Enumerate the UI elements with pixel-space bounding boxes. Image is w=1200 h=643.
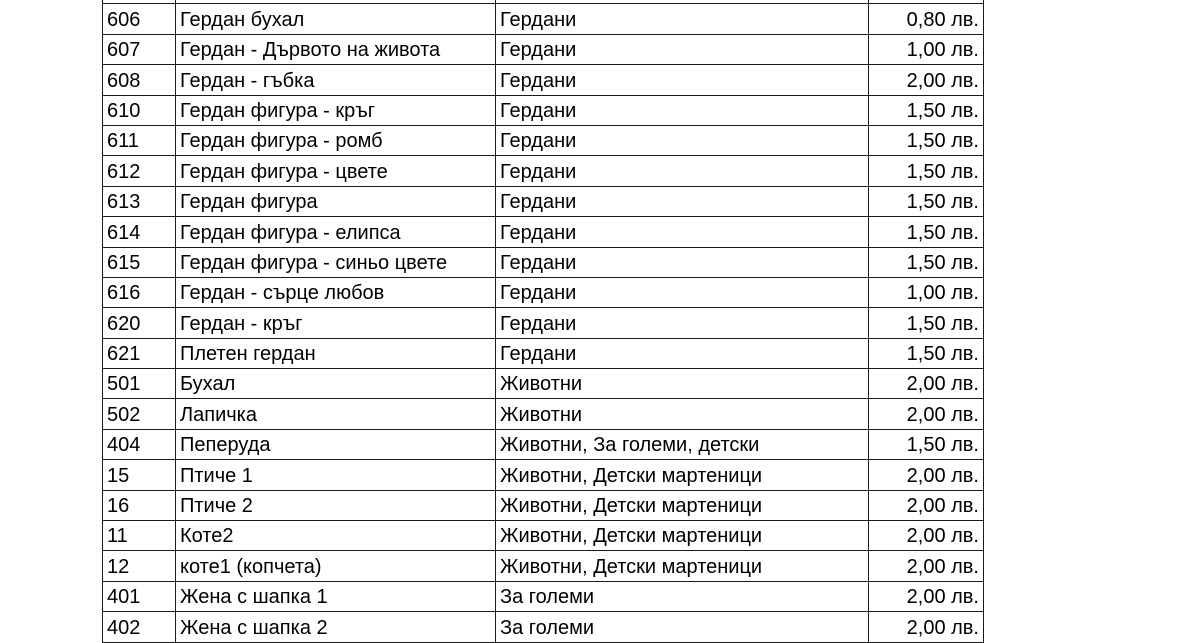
product-name-cell: Жена с шапка 2 bbox=[176, 612, 496, 642]
category-cell: Гердани bbox=[496, 156, 869, 186]
product-name-cell: Гердан фигура bbox=[176, 186, 496, 216]
category-cell: Гердани bbox=[496, 95, 869, 125]
product-name-cell: Птиче 2 bbox=[176, 490, 496, 520]
category-cell: За големи bbox=[496, 581, 869, 611]
table-row bbox=[103, 399, 984, 429]
price-cell: 1,50 лв. bbox=[869, 125, 984, 155]
product-code-cell: 12 bbox=[103, 551, 176, 581]
price-cell: 2,00 лв. bbox=[869, 490, 984, 520]
table-row bbox=[103, 490, 984, 520]
price-cell: 1,00 лв. bbox=[869, 277, 984, 307]
table-row bbox=[103, 551, 984, 581]
table-row bbox=[103, 65, 984, 95]
table-row bbox=[103, 186, 984, 216]
price-cell: 2,00 лв. bbox=[869, 581, 984, 611]
category-cell: Животни, За големи, детски bbox=[496, 429, 869, 459]
product-name-cell: Бухал bbox=[176, 369, 496, 399]
product-name-cell: Гердан - сърце любов bbox=[176, 277, 496, 307]
product-code-cell: 610 bbox=[103, 95, 176, 125]
price-cell: 0,80 лв. bbox=[869, 4, 984, 34]
price-cell: 1,50 лв. bbox=[869, 429, 984, 459]
product-name-cell: Гердан фигура - ромб bbox=[176, 125, 496, 155]
product-code-cell: 402 bbox=[103, 612, 176, 642]
category-cell: Гердани bbox=[496, 186, 869, 216]
product-name-cell: Лапичка bbox=[176, 399, 496, 429]
product-code-cell: 16 bbox=[103, 490, 176, 520]
price-cell: 1,50 лв. bbox=[869, 338, 984, 368]
category-cell: Гердани bbox=[496, 65, 869, 95]
table-row bbox=[103, 369, 984, 399]
product-code-cell: 613 bbox=[103, 186, 176, 216]
table-row bbox=[103, 338, 984, 368]
product-code-cell: 15 bbox=[103, 460, 176, 490]
category-cell: Гердани bbox=[496, 217, 869, 247]
price-cell: 2,00 лв. bbox=[869, 521, 984, 551]
category-cell: Гердани bbox=[496, 277, 869, 307]
product-name-cell: Жена с шапка 1 bbox=[176, 581, 496, 611]
table-row bbox=[103, 125, 984, 155]
product-name-cell: Гердан - Дървото на живота bbox=[176, 34, 496, 64]
product-code-cell: 621 bbox=[103, 338, 176, 368]
product-price-table bbox=[102, 0, 984, 643]
table-row bbox=[103, 217, 984, 247]
category-cell: Животни bbox=[496, 399, 869, 429]
product-name-cell: Плетен гердан bbox=[176, 338, 496, 368]
price-cell: 2,00 лв. bbox=[869, 399, 984, 429]
product-code-cell: 404 bbox=[103, 429, 176, 459]
product-code-cell: 608 bbox=[103, 65, 176, 95]
table-row bbox=[103, 277, 984, 307]
category-cell: Гердани bbox=[496, 125, 869, 155]
category-cell: Гердани bbox=[496, 247, 869, 277]
product-code-cell: 401 bbox=[103, 581, 176, 611]
product-code-cell: 611 bbox=[103, 125, 176, 155]
table-body bbox=[103, 0, 984, 642]
table-row bbox=[103, 581, 984, 611]
category-cell: Животни, Детски мартеници bbox=[496, 460, 869, 490]
category-cell: Животни bbox=[496, 369, 869, 399]
product-code-cell: 612 bbox=[103, 156, 176, 186]
price-cell: 1,50 лв. bbox=[869, 156, 984, 186]
table-row bbox=[103, 247, 984, 277]
product-name-cell: Коте2 bbox=[176, 521, 496, 551]
price-cell: 2,00 лв. bbox=[869, 65, 984, 95]
product-name-cell: коте1 (копчета) bbox=[176, 551, 496, 581]
product-name-cell: Гердан - гъбка bbox=[176, 65, 496, 95]
product-name-cell: Гердан фигура - цвете bbox=[176, 156, 496, 186]
category-cell: Гердани bbox=[496, 4, 869, 34]
category-cell: Животни, Детски мартеници bbox=[496, 490, 869, 520]
category-cell: Животни, Детски мартеници bbox=[496, 551, 869, 581]
price-cell: 1,50 лв. bbox=[869, 247, 984, 277]
category-cell: Гердани bbox=[496, 308, 869, 338]
product-code-cell: 616 bbox=[103, 277, 176, 307]
table-row bbox=[103, 95, 984, 125]
product-code-cell: 606 bbox=[103, 4, 176, 34]
price-cell: 1,50 лв. bbox=[869, 95, 984, 125]
table-row bbox=[103, 156, 984, 186]
category-cell: Животни, Детски мартеници bbox=[496, 521, 869, 551]
product-code-cell: 502 bbox=[103, 399, 176, 429]
table-row bbox=[103, 4, 984, 34]
table-row bbox=[103, 460, 984, 490]
product-name-cell: Гердан бухал bbox=[176, 4, 496, 34]
price-cell: 2,00 лв. bbox=[869, 612, 984, 642]
product-name-cell: Птиче 1 bbox=[176, 460, 496, 490]
product-name-cell: Гердан фигура - синьо цвете bbox=[176, 247, 496, 277]
product-name-cell: Гердан фигура - елипса bbox=[176, 217, 496, 247]
product-name-cell: Гердан - кръг bbox=[176, 308, 496, 338]
category-cell: За големи bbox=[496, 612, 869, 642]
product-code-cell: 615 bbox=[103, 247, 176, 277]
price-cell: 1,00 лв. bbox=[869, 34, 984, 64]
price-cell: 1,50 лв. bbox=[869, 308, 984, 338]
category-cell: Гердани bbox=[496, 34, 869, 64]
price-cell: 2,00 лв. bbox=[869, 369, 984, 399]
price-cell: 2,00 лв. bbox=[869, 551, 984, 581]
product-name-cell: Пеперуда bbox=[176, 429, 496, 459]
table-row bbox=[103, 34, 984, 64]
product-code-cell: 620 bbox=[103, 308, 176, 338]
category-cell: Гердани bbox=[496, 338, 869, 368]
price-cell: 2,00 лв. bbox=[869, 460, 984, 490]
product-code-cell: 501 bbox=[103, 369, 176, 399]
product-code-cell: 607 bbox=[103, 34, 176, 64]
product-name-cell: Гердан фигура - кръг bbox=[176, 95, 496, 125]
product-code-cell: 614 bbox=[103, 217, 176, 247]
table-row bbox=[103, 521, 984, 551]
table-row bbox=[103, 308, 984, 338]
price-cell: 1,50 лв. bbox=[869, 186, 984, 216]
product-code-cell: 11 bbox=[103, 521, 176, 551]
price-cell: 1,50 лв. bbox=[869, 217, 984, 247]
table-row bbox=[103, 429, 984, 459]
table-row bbox=[103, 612, 984, 642]
